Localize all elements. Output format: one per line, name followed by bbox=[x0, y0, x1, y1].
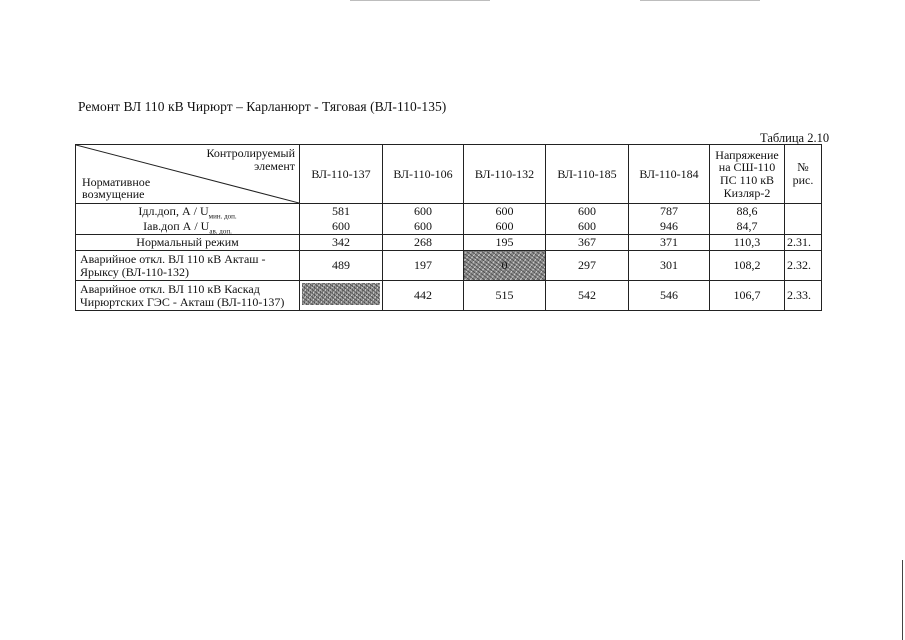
table-cell: 546 bbox=[629, 281, 710, 311]
table-cell: 489 bbox=[300, 251, 383, 281]
limit-label-emergency: Iав.доп А / $U_{ав. доп.}$ bbox=[143, 219, 232, 236]
figure-number: 2.32. bbox=[785, 251, 822, 281]
column-header: ВЛ-110-137 bbox=[300, 145, 383, 204]
corner-header-cell bbox=[76, 145, 300, 204]
scan-artifact-top bbox=[350, 0, 490, 1]
table-number: Таблица 2.10 bbox=[760, 131, 830, 145]
table-cell: 371 bbox=[629, 235, 710, 251]
column-header: № рис. bbox=[785, 145, 822, 204]
shaded-cell bbox=[302, 283, 380, 305]
limit-cell: 787 946 bbox=[629, 204, 710, 235]
corner-bottom-label: Нормативное возмущение bbox=[82, 174, 151, 202]
table-cell: 106,7 bbox=[710, 281, 785, 311]
limits-row bbox=[76, 204, 822, 235]
corner-top-label: Контролируемый элемент bbox=[206, 146, 295, 173]
table-cell: 297 bbox=[546, 251, 629, 281]
table-cell: 442 bbox=[383, 281, 464, 311]
table-row bbox=[76, 235, 822, 251]
table-cell: 367 bbox=[546, 235, 629, 251]
scan-artifact-edge bbox=[902, 560, 903, 640]
table-cell: 542 bbox=[546, 281, 629, 311]
table-cell: 110,3 bbox=[710, 235, 785, 251]
table-cell: 197 bbox=[383, 251, 464, 281]
column-header: Напряжение на СШ-110 ПС 110 кВ Кизляр-2 bbox=[710, 145, 785, 204]
table-row bbox=[76, 281, 822, 311]
column-header: ВЛ-110-132 bbox=[464, 145, 546, 204]
table-cell: 108,2 bbox=[710, 251, 785, 281]
limit-cell: 600 600 bbox=[546, 204, 629, 235]
column-header: ВЛ-110-106 bbox=[383, 145, 464, 204]
scan-artifact-top bbox=[640, 0, 760, 1]
column-header: ВЛ-110-185 bbox=[546, 145, 629, 204]
document-title: Ремонт ВЛ 110 кВ Чирюрт – Карланюрт - Тяговая (ВЛ-110-135) bbox=[78, 99, 447, 114]
row-label: Аварийное откл. ВЛ 110 кВ Каскад Чирюртских ГЭС - Акташ (ВЛ-110-137) bbox=[76, 281, 300, 311]
limit-cell-empty bbox=[785, 204, 822, 235]
table-cell: 268 bbox=[383, 235, 464, 251]
figure-number: 2.33. bbox=[785, 281, 822, 311]
limit-cell: 600 600 bbox=[383, 204, 464, 235]
row-label: Аварийное откл. ВЛ 110 кВ Акташ - Ярыксу (ВЛ-110-132) bbox=[76, 251, 300, 281]
limits-label-cell bbox=[76, 204, 300, 235]
limit-cell: 88,6 84,7 bbox=[710, 204, 785, 235]
shaded-cell: 0 bbox=[464, 251, 546, 281]
column-header: ВЛ-110-184 bbox=[629, 145, 710, 204]
row-label: Нормальный режим bbox=[76, 235, 300, 251]
table-cell bbox=[300, 281, 383, 311]
data-table bbox=[75, 144, 822, 311]
table-cell: 301 bbox=[629, 251, 710, 281]
table-cell: 342 bbox=[300, 235, 383, 251]
figure-number: 2.31. bbox=[785, 235, 822, 251]
limit-cell: 600 600 bbox=[464, 204, 546, 235]
table-header-row bbox=[76, 145, 822, 204]
limit-cell: 581 600 bbox=[300, 204, 383, 235]
limit-label-continuous: Iдл.доп, А / $U_{мин. доп.}$ bbox=[138, 204, 237, 221]
table-cell: 515 bbox=[464, 281, 546, 311]
table-cell: 195 bbox=[464, 235, 546, 251]
table-row bbox=[76, 251, 822, 281]
